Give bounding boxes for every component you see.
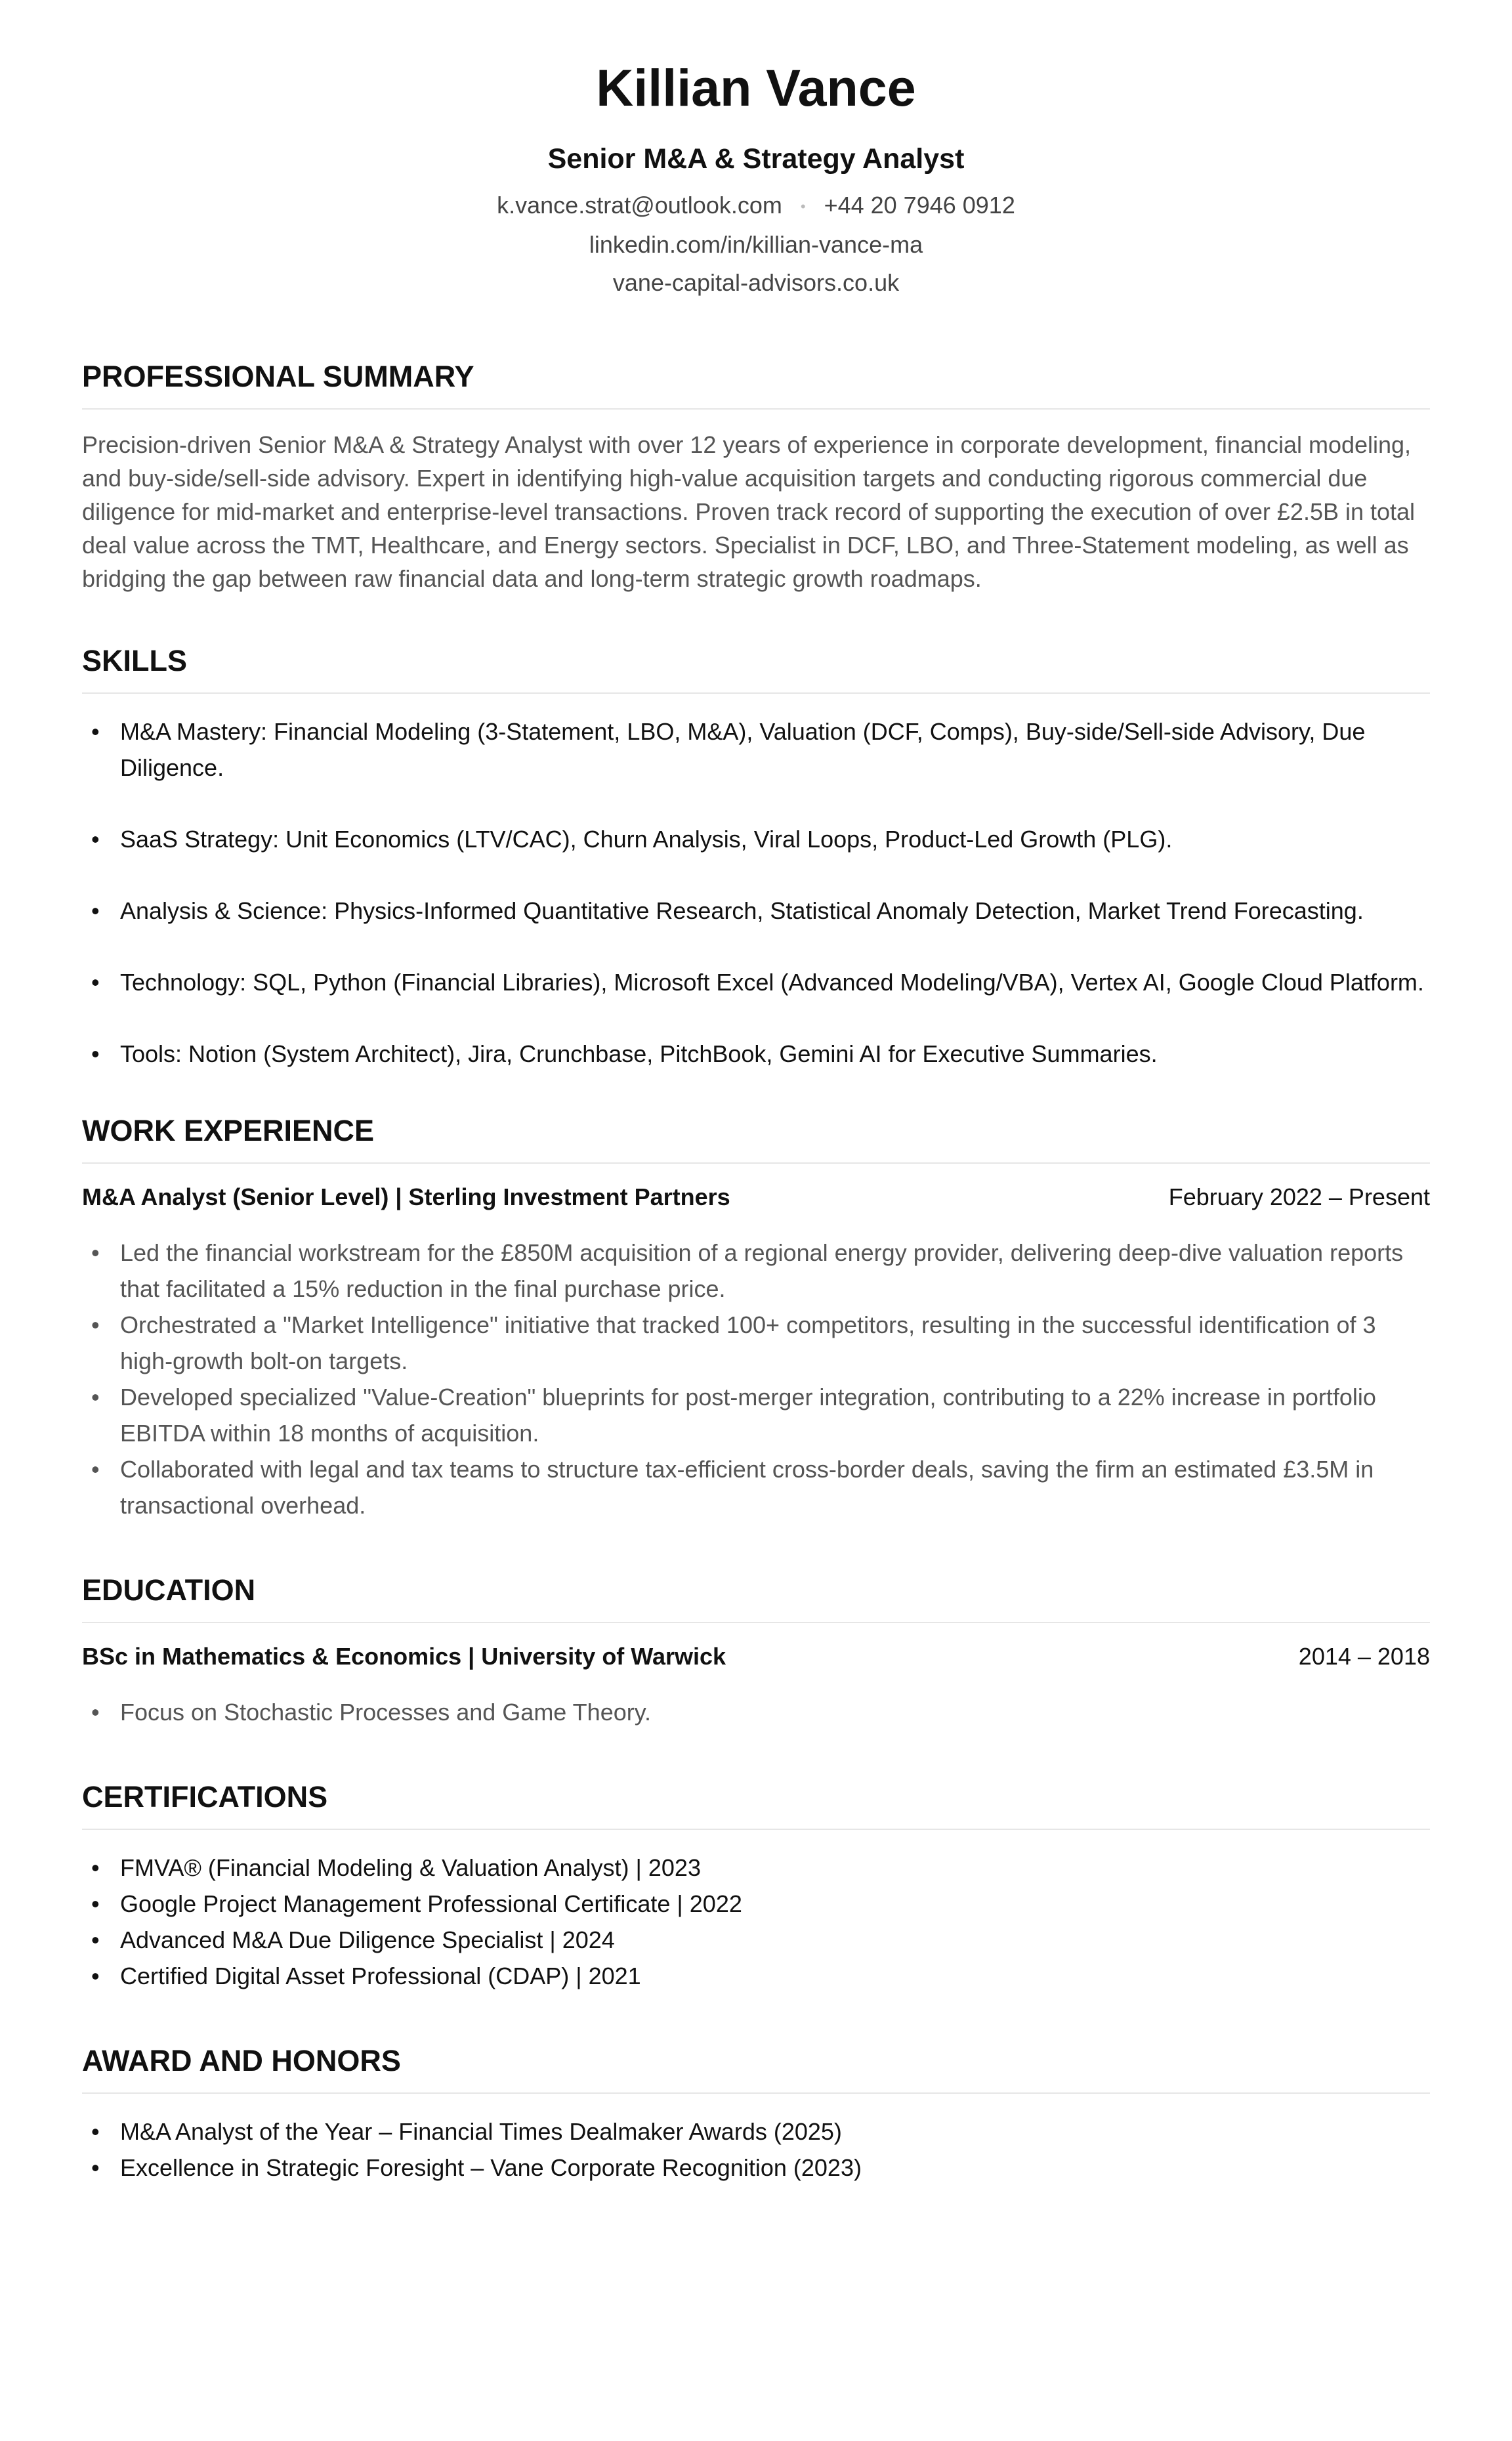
education-degree: BSc in Mathematics & Economics | University of Warwick [82,1643,726,1670]
skills-list [82,713,1430,1072]
skill-item: • Tools: Notion (System Architect), Jira, Crunchbase, PitchBook, Gemini AI for Executive Summaries. [82,1036,1430,1072]
education-section [82,1571,1430,1730]
awards-heading: AWARD AND HONORS [82,2041,1430,2094]
skill-item: • Technology: SQL, Python (Financial Libraries), Microsoft Excel (Advanced Modeling/VBA), Vertex AI, Google Cloud Platform. [82,964,1430,1000]
education-bullet: • Focus on Stochastic Processes and Game Theory. [82,1694,1430,1730]
resume-header [82,0,1430,302]
candidate-name: Killian Vance [596,58,916,117]
separator-dot: • [800,198,806,215]
education-bullets [82,1694,1430,1730]
summary-heading: PROFESSIONAL SUMMARY [82,357,1430,410]
education-dates: 2014 – 2018 [1298,1643,1430,1670]
summary-text: Precision-driven Senior M&A & Strategy Analyst with over 12 years of experience in corporate development, financial modeling, and buy-side/sell-side advisory. Expert in identifying high-value acquisition targets and conducting rigorous commercial due diligence for mid-market and enterprise-level transactions. Proven track record of supporting the execution of over £2.5B in total deal value across the TMT, Healthcare, and Energy sectors. Specialist in DCF, LBO, and Three-Statement modeling, as well as bridging the gap between raw financial data and long-term strategic growth roadmaps. [82,431,1416,593]
summary-section [82,357,1430,595]
experience-bullet: • Developed specialized "Value-Creation" blueprints for post-merger integration, contributing to a 22% increase in portfolio EBITDA within 18 months of acquisition. [82,1379,1430,1451]
awards-section [82,2041,1430,2186]
certifications-list [82,1850,1430,1994]
awards-list [82,2113,1430,2186]
phone-number[interactable]: +44 20 7946 0912 [824,192,1015,219]
skill-item: • SaaS Strategy: Unit Economics (LTV/CAC), Churn Analysis, Viral Loops, Product-Led Growth (PLG). [82,821,1430,857]
award-item: • Excellence in Strategic Foresight – Vane Corporate Recognition (2023) [82,2150,1430,2186]
contact-line-primary [82,186,1430,226]
certification-item: • Google Project Management Professional Certificate | 2022 [82,1886,1430,1922]
certifications-section [82,1777,1430,1994]
experience-bullet: • Orchestrated a "Market Intelligence" initiative that tracked 100+ competitors, resulting in the successful identification of 3 high-growth bolt-on targets. [82,1307,1430,1379]
experience-entry-header [82,1181,1430,1214]
experience-bullets [82,1235,1430,1523]
education-heading: EDUCATION [82,1571,1430,1623]
email-link[interactable]: k.vance.strat@outlook.com [497,192,782,219]
experience-role: M&A Analyst (Senior Level) | Sterling Investment Partners [82,1183,730,1211]
award-item: • M&A Analyst of the Year – Financial Times Dealmaker Awards (2025) [82,2113,1430,2150]
certification-item: • Advanced M&A Due Diligence Specialist | 2024 [82,1922,1430,1958]
linkedin-link[interactable]: linkedin.com/in/killian-vance-ma [589,231,923,259]
certifications-heading: CERTIFICATIONS [82,1777,1430,1830]
certification-item: • FMVA® (Financial Modeling & Valuation Analyst) | 2023 [82,1850,1430,1886]
skills-heading: SKILLS [82,641,1430,694]
skills-section [82,641,1430,1072]
experience-bullet: • Led the financial workstream for the £850M acquisition of a regional energy provider, delivering deep-dive valuation reports that facilitated a 15% reduction in the final purchase price. [82,1235,1430,1307]
experience-dates: February 2022 – Present [1168,1183,1430,1211]
skill-item: • Analysis & Science: Physics-Informed Quantitative Research, Statistical Anomaly Detection, Market Trend Forecasting. [82,893,1430,929]
education-entry-header [82,1640,1430,1673]
candidate-title: Senior M&A & Strategy Analyst [547,143,965,175]
experience-heading: WORK EXPERIENCE [82,1111,1430,1164]
certification-item: • Certified Digital Asset Professional (CDAP) | 2021 [82,1958,1430,1994]
website-link[interactable]: vane-capital-advisors.co.uk [612,269,900,297]
experience-bullet: • Collaborated with legal and tax teams to structure tax-efficient cross-border deals, saving the firm an estimated £3.5M in transactional overhead. [82,1451,1430,1523]
skill-item: • M&A Mastery: Financial Modeling (3-Statement, LBO, M&A), Valuation (DCF, Comps), Buy-side/Sell-side Advisory, Due Diligence. [82,713,1430,786]
experience-section [82,1111,1430,1523]
